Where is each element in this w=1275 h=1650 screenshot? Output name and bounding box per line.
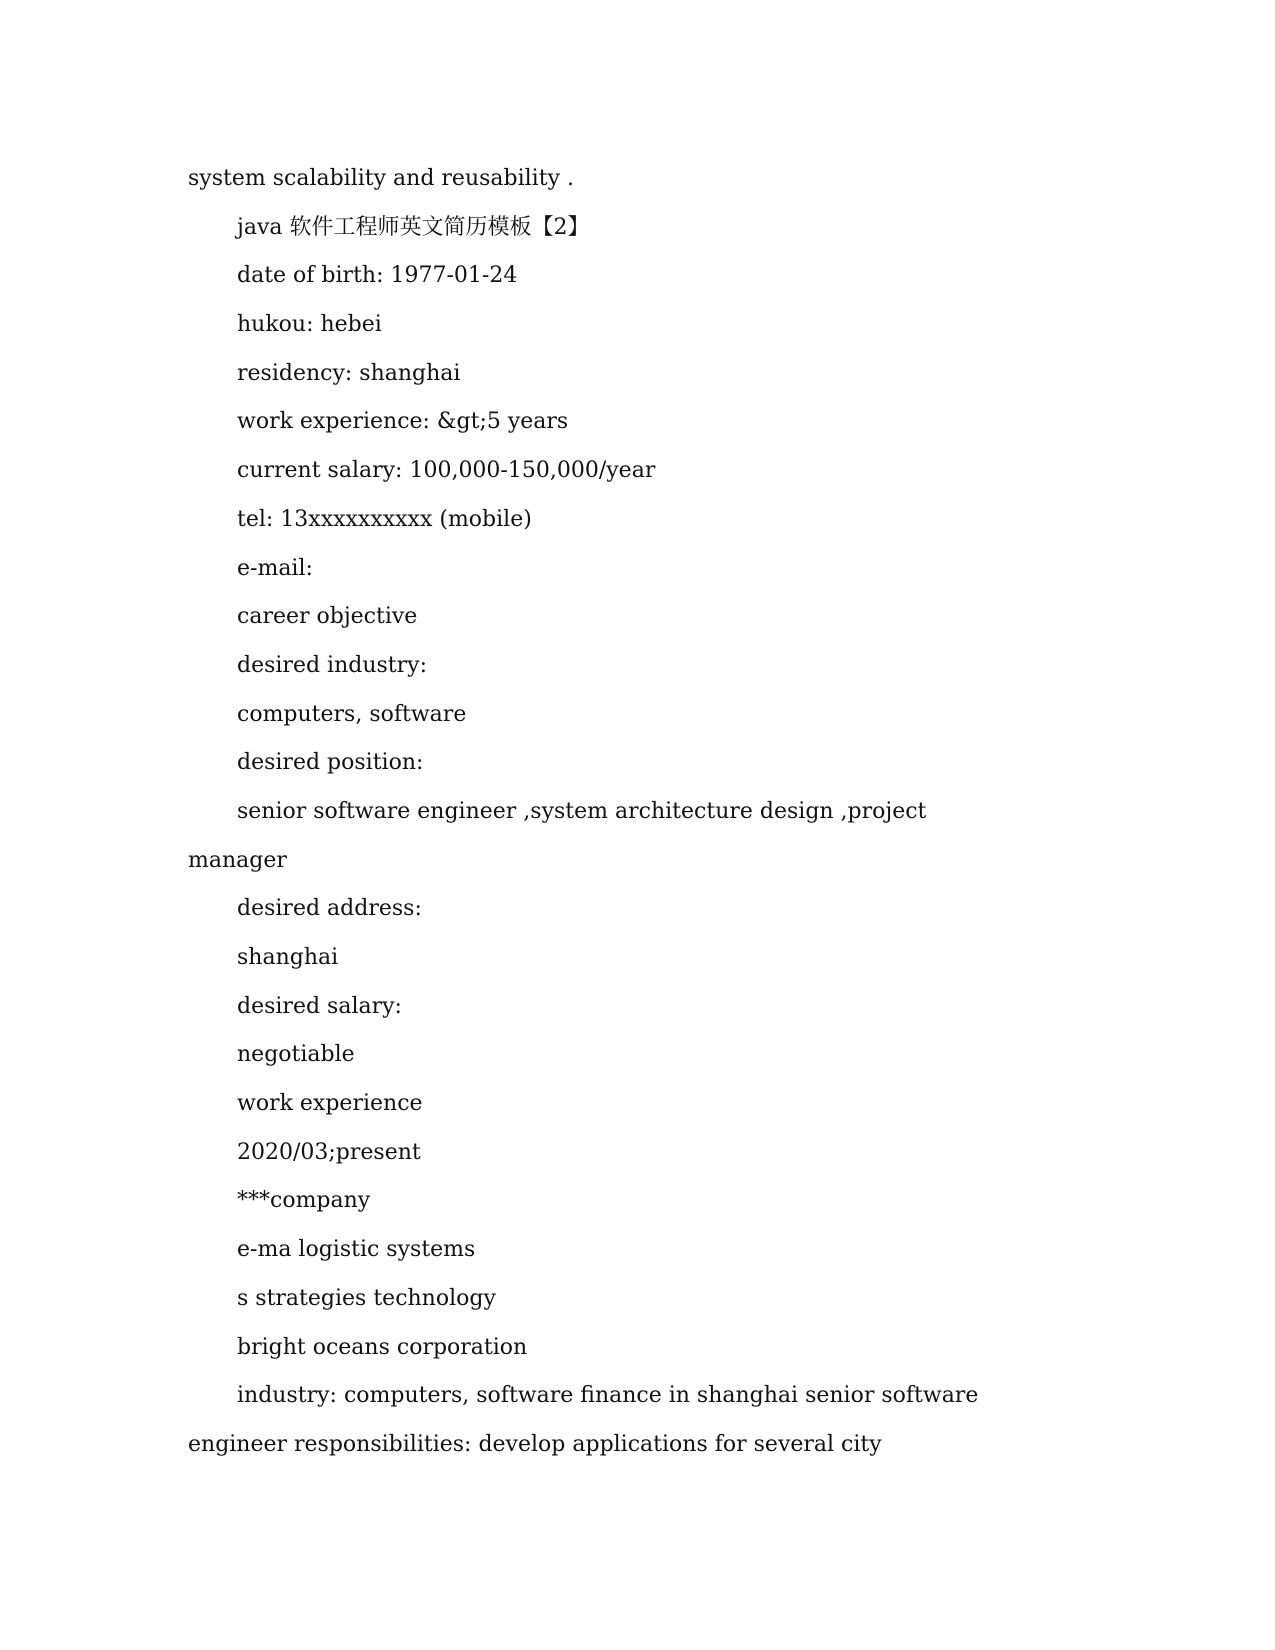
text-line: senior software engineer ,system architecture design ,project [237,798,927,824]
text-line: e-mail: [237,555,313,581]
text-line: 2020/03;present [237,1139,421,1165]
section-heading: career objective [237,604,418,630]
text-line: engineer responsibilities: develop applications for several city [188,1431,882,1457]
text-line: desired salary: [237,993,402,1019]
text-line: tel: 13xxxxxxxxxx (mobile) [237,506,532,532]
text-line: system scalability and reusability . [188,166,574,191]
text-line: shanghai [237,945,339,970]
text-line: s strategies technology [237,1285,496,1311]
text-line: date of birth: 1977-01-24 [237,263,518,289]
text-line: hukou: hebei [237,312,382,338]
text-line: residency: shanghai [237,360,461,386]
text-line: manager [188,847,287,873]
document-body [188,155,1068,1470]
text-line: desired address: [237,896,422,922]
text-line: negotiable [237,1042,355,1068]
text-line: computers, software [237,701,467,727]
text-line: work experience: &gt;5 years [237,409,569,435]
section-heading: work experience [237,1091,423,1117]
section-heading: java 软件工程师英文简历模板【2】 [237,214,590,240]
text-line: desired position: [237,750,424,776]
text-line: ***company [237,1188,371,1214]
text-line: e-ma logistic systems [237,1237,476,1263]
text-line: desired industry: [237,652,427,678]
text-line: current salary: 100,000-150,000/year [237,458,656,484]
text-line: industry: computers, software finance in shanghai senior software [237,1383,979,1409]
text-line: bright oceans corporation [237,1334,528,1360]
